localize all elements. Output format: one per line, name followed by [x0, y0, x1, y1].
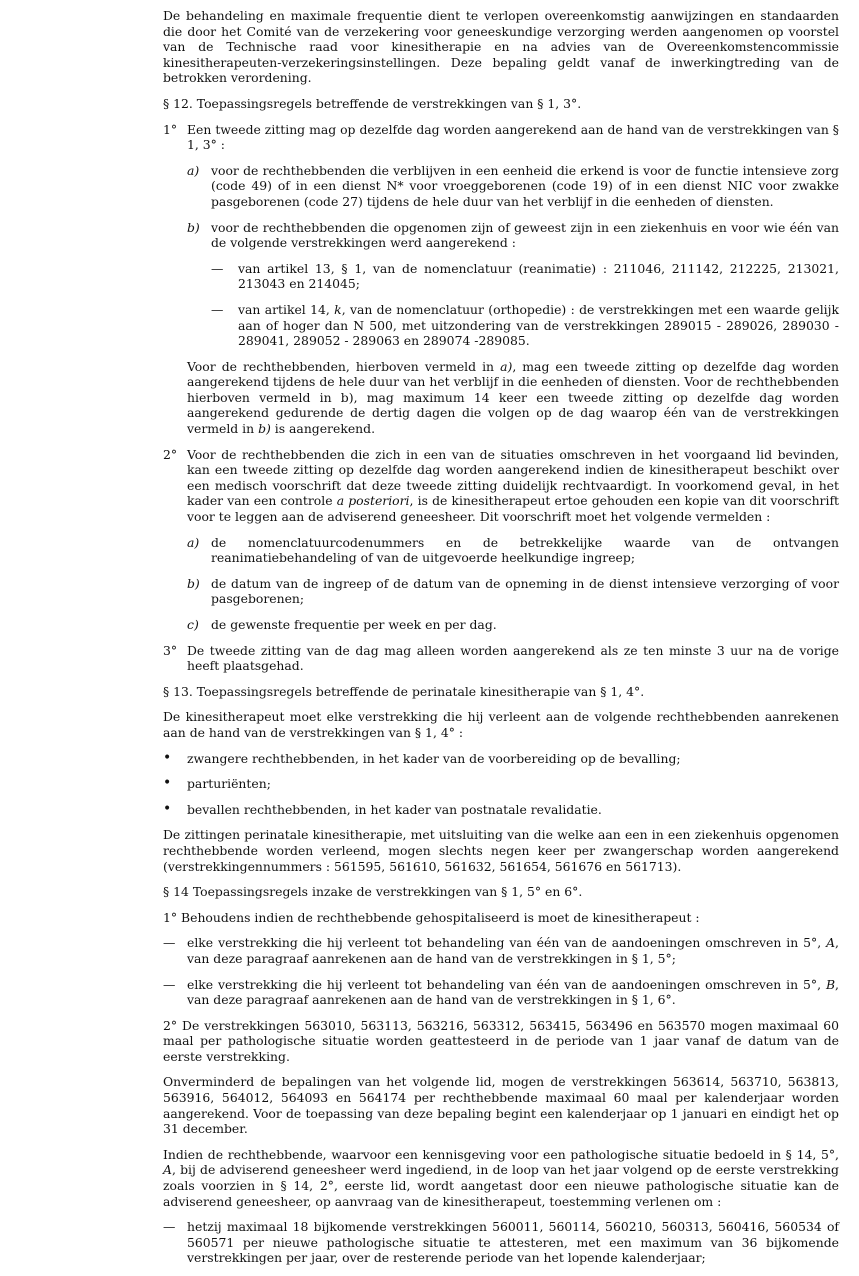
s12-dash-item-2-text [238, 302, 839, 349]
document-page [163, 8, 839, 1276]
section-14-line-1: 1° Behoudens indien de rechthebbende gehospitaliseerd is moet de kinesitherapeut : [163, 909, 700, 925]
s12-item-1-b-text: voor de rechthebbenden die opgenomen zijn of geweest zijn in een ziekenhuis en voor wie één van de volgende verstrekkingen werd aangerekend : [211, 219, 839, 251]
section-14-paragraph-3: Onverminderd de bepalingen van het volgende lid, mogen de verstrekkingen 563614, 563710, 563813, 563916, 564012, 564093 en 564174 per rechthebbende maximaal 60 maal per kalenderjaar worden aangerekend. Voor de toepassing van deze bepaling begint een kalenderjaar op 1 januari en eindigt het op 31 december. [163, 1074, 839, 1137]
italic-letter: A [163, 1162, 172, 1178]
text-run: is aangerekend. [270, 421, 376, 437]
s12-dash-item-1 [211, 261, 839, 292]
s12-item-2-b [187, 576, 839, 607]
s13-bullet-2-text: parturiënten; [187, 776, 271, 792]
s12-item-1 [163, 122, 839, 437]
text-run: elke verstrekking die hij verleent tot behandeling van één van de aandoeningen omschreven in 5°, [187, 976, 826, 992]
s12-item-2-a-text: de nomenclatuurcodenummers en de betrekkelijke waarde van de ontvangen reanimatiebehandeling of van de uitgevoerde heelkundige ingreep; [211, 534, 839, 566]
text-run: , bij de adviserend geneesheer werd ingediend, in de loop van het jaar volgend op de eerste verstrekking zoals voorzien in § 14, 2°, eerste lid, wordt aangetast door een nieuwe pathologische situatie kan de adviserend geneesheer, op aanvraag van de kinesitherapeut, toestemming verlenen om : [163, 1162, 839, 1209]
dash-marker: — [211, 260, 224, 276]
s12-item-1-b-marker: b) [187, 219, 200, 235]
s12-item-2 [163, 447, 839, 633]
text-run: van artikel 14, [238, 301, 335, 317]
section-13-closing: De zittingen perinatale kinesitherapie, met uitsluiting van die welke aan een in een ziekenhuis opgenomen rechthebbende worden verleend, mogen slechts negen keer per zwangerschap worden aangerekend (verstrekkingennummers : 561595, 561610, 561632, 561654, 561676 en 561713). [163, 827, 839, 874]
s12-item-2-text [187, 447, 839, 525]
s12-item-3 [163, 643, 839, 674]
s12-item-2-b-text: de datum van de ingreep of de datum van de opneming in de dienst intensieve verzorging of voor pasgeborenen; [211, 575, 839, 607]
s12-item-2-c-marker: c) [187, 617, 199, 632]
italic-ref: a) [500, 358, 513, 374]
italic-letter: k [334, 301, 342, 317]
s14-dash-item-3 [163, 1219, 839, 1266]
bullet-marker: • [163, 800, 172, 817]
dash-marker: — [163, 935, 176, 951]
dash-marker: — [163, 1219, 176, 1235]
s12-item-3-number: 3° [163, 642, 178, 658]
s12-item-2-b-marker: b) [187, 575, 200, 591]
italic-letter: B [825, 976, 836, 992]
dash-marker: — [163, 976, 176, 992]
s12-item-1-text: Een tweede zitting mag op dezelfde dag worden aangerekend aan de hand van de verstrekkingen van § 1, 3° : [187, 121, 839, 153]
s12-item-2-number: 2° [163, 446, 178, 462]
section-12-heading: § 12. Toepassingsregels betreffende de verstrekkingen van § 1, 3°. [163, 95, 582, 111]
s13-bullet-3-text: bevallen rechthebbenden, in het kader van postnatale revalidatie. [187, 801, 602, 817]
section-14-heading: § 14 Toepassingsregels inzake de verstrekkingen van § 1, 5° en 6°. [163, 884, 583, 900]
section-14-paragraph-4 [163, 1147, 839, 1209]
text-run: , van deze paragraaf aanrekenen aan de hand van de verstrekkingen in § 1, 5°; [187, 935, 839, 966]
text-run: , van deze paragraaf aanrekenen aan de hand van de verstrekkingen in § 1, 6°. [187, 976, 839, 1008]
text-run: elke verstrekking die hij verleent tot behandeling van één van de aandoeningen omschreven in 5°, [187, 935, 827, 951]
text-run: Indien de rechthebbende, waarvoor een kennisgeving voor een pathologische situatie bedoeld in § 14, 5°, [163, 1146, 839, 1162]
s12-item-2-c-text: de gewenste frequentie per week en per dag. [211, 617, 497, 632]
dash-marker: — [211, 301, 224, 317]
s12-dash-item-2 [211, 302, 839, 349]
italic-term: a posteriori [336, 493, 410, 509]
section-13-heading: § 13. Toepassingsregels betreffende de perinatale kinesitherapie van § 1, 4°. [163, 683, 645, 699]
s12-item-1-a [187, 163, 839, 210]
s12-item-2-a-marker: a) [187, 534, 200, 550]
section-14-paragraph-2: 2° De verstrekkingen 563010, 563113, 563216, 563312, 563415, 563496 en 563570 mogen maximaal 60 maal per pathologische situatie worden geattesteerd in de periode van 1 jaar vanaf de datum van de eerste verstrekking. [163, 1017, 839, 1064]
s13-bullet-2 [163, 776, 839, 792]
s12-item-1-number: 1° [163, 121, 178, 137]
s12-item-3-text: De tweede zitting van de dag mag alleen worden aangerekend als ze ten minste 3 uur na de vorige heeft plaatsgehad. [187, 642, 839, 674]
s12-item-1-a-text: voor de rechthebbenden die verblijven in een eenheid die erkend is voor de functie intensieve zorg (code 49) of in een dienst N* voor vroeggeborenen (code 19) of in een dienst NIC voor zwakke pasgeborenen (code 27) tijdens de hele duur van het verblijf in die eenheden of diensten. [211, 162, 839, 209]
s14-dash-item-3-text: hetzij maximaal 18 bijkomende verstrekkingen 560011, 560114, 560210, 560313, 560416, 560534 of 560571 per nieuwe pathologische situatie te attesteren, met een maximum van 36 bijkomende verstrekkingen per jaar, over de resterende periode van het lopende kalenderjaar; [187, 1219, 839, 1266]
s14-dash-item-1-text [187, 935, 839, 966]
italic-letter: A [826, 935, 836, 951]
s14-dash-item-1 [163, 935, 839, 966]
s12-item-1-a-marker: a) [187, 162, 200, 178]
text-run: , is de kinesitherapeut ertoe gehouden een kopie van dit voorschrift voor te leggen aan de adviserend geneesheer. Dit voorschrift moet het volgende vermelden : [187, 493, 840, 525]
bullet-marker: • [163, 775, 172, 792]
s13-bullet-1 [163, 751, 839, 767]
s12-item-1-followup [187, 359, 839, 437]
text-run: , mag een tweede zitting op dezelfde dag worden aangerekend tijdens de hele duur van het verblijf in die eenheden of diensten. Voor de rechthebbenden hierboven vermeld in b), mag maximum 14 keer een tweede zitting op dezelfde dag worden aangerekend gedurende de dertig dagen die volgen op de dag waarop één van de verstrekkingen vermeld in [187, 358, 839, 437]
s12-dash-item-1-text: van artikel 13, § 1, van de nomenclatuur (reanimatie) : 211046, 211142, 212225, 213021, 213043 en 214045; [238, 260, 839, 292]
section-13-intro: De kinesitherapeut moet elke verstrekking die hij verleent aan de volgende rechthebbenden aanrekenen aan de hand van de verstrekkingen van § 1, 4° : [163, 709, 839, 740]
bullet-marker: • [163, 749, 172, 766]
s14-dash-item-2-text [187, 977, 839, 1008]
paragraph-frequency: De behandeling en maximale frequentie dient te verlopen overeenkomstig aanwijzingen en standaarden die door het Comité van de verzekering voor geneeskundige verzorging werden aangenomen op voorstel van de Technische raad voor kinesitherapie en na advies van de Overeenkomstencommissie kinesitherapeuten-verzekeringsinstellingen. Deze bepaling geldt vanaf de inwerkingtreding van de betrokken verordening. [163, 8, 839, 86]
s14-dash-item-2 [163, 977, 839, 1008]
italic-ref: b) [258, 421, 271, 437]
text-run: , van de nomenclatuur (orthopedie) : de verstrekkingen met een waarde gelijk aan of hoger dan N 500, met uitzondering van de verstrekkingen 289015 - 289026, 289030 - 289041, 289052 - 289063 en 289074 -289085. [238, 301, 839, 349]
s13-bullet-1-text: zwangere rechthebbenden, in het kader van de voorbereiding op de bevalling; [187, 750, 681, 766]
s12-item-2-c [187, 617, 839, 633]
s12-item-2-a [187, 535, 839, 566]
s12-item-1-b [187, 220, 839, 349]
text-run: Voor de rechthebbenden, hierboven vermeld in [187, 358, 501, 374]
text-run: Voor de rechthebbenden die zich in een van de situaties omschreven in het voorgaand lid bevinden, kan een tweede zitting op dezelfde dag worden aangerekend indien de kinesitherapeut beschikt over een medisch voorschrift dat deze tweede zitting duidelijk rechtvaardigt. In voorkomend geval, in het kader van een controle [187, 446, 839, 509]
s13-bullet-3 [163, 802, 839, 818]
